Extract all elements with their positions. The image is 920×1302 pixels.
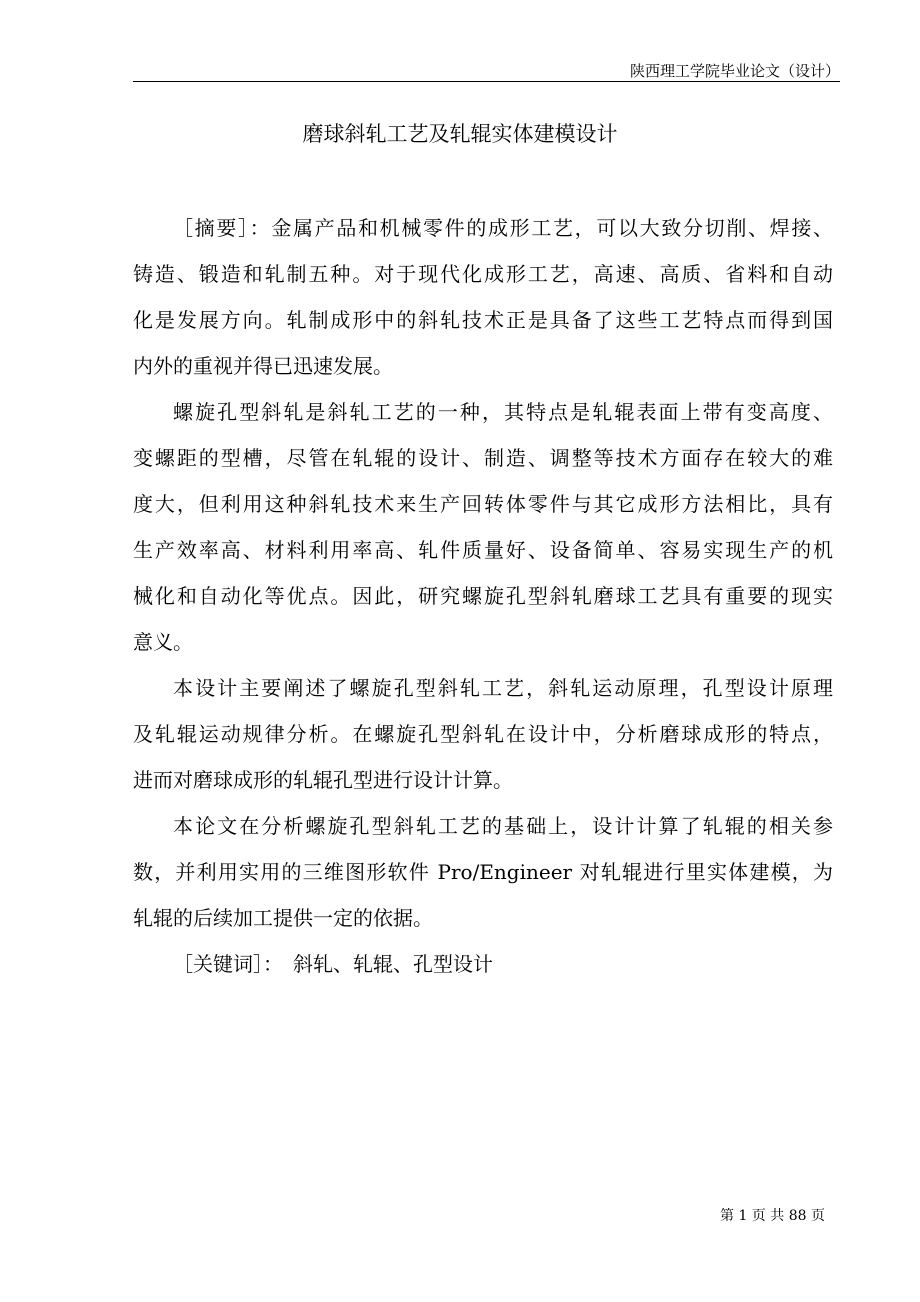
abstract-paragraph-2	[133, 389, 833, 665]
text-line: 本设计主要阐述了螺旋孔型斜轧工艺，斜轧运动原理，孔型设计原理	[173, 676, 833, 700]
abstract-paragraph-3	[133, 665, 833, 803]
text-line: 本论文在分析螺旋孔型斜轧工艺的基础上，设计计算了轧辊的相关参	[173, 814, 833, 838]
text-line: 械化和自动化等优点。因此，研究螺旋孔型斜轧磨球工艺具有重要的现实	[133, 584, 833, 608]
page-number: 第 1 页 共 88 页	[720, 1208, 825, 1224]
text-line: 铸造、锻造和轧制五种。对于现代化成形工艺，高速、高质、省料和自动	[133, 262, 833, 286]
text-line: 度大，但利用这种斜轧技术来生产回转体零件与其它成形方法相比，具有	[133, 492, 833, 516]
text-line: 进而对磨球成形的轧辊孔型进行设计计算。	[133, 768, 513, 792]
text-line: 化是发展方向。轧制成形中的斜轧技术正是具备了这些工艺特点而得到国	[133, 308, 833, 332]
keywords-value: 斜轧、轧辊、孔型设计	[293, 952, 493, 976]
abstract-paragraph-1	[133, 205, 833, 389]
text-line: 及轧辊运动规律分析。在螺旋孔型斜轧在设计中，分析磨球成形的特点，	[133, 722, 833, 746]
document-title: 磨球斜轧工艺及轧辊实体建模设计	[302, 122, 618, 146]
text-line: 意义。	[133, 630, 193, 654]
text-line: 数，并利用实用的三维图形软件 Pro/Engineer 对轧辊进行里实体建模，为	[133, 860, 833, 884]
text-line: 轧辊的后续加工提供一定的依据。	[133, 906, 433, 930]
keywords-label: ［关键词］：	[173, 952, 283, 976]
abstract-paragraph-4	[133, 803, 833, 941]
keywords	[133, 941, 833, 987]
document-body	[133, 205, 833, 987]
text-line: 内外的重视并得已迅速发展。	[133, 354, 393, 378]
header-institution: 陕西理工学院毕业论文（设计）	[629, 62, 840, 80]
text-line: 变螺距的型槽，尽管在轧辊的设计、制造、调整等技术方面存在较大的难	[133, 446, 833, 470]
text-line: ［摘要］：金属产品和机械零件的成形工艺，可以大致分切削、焊接、	[173, 216, 833, 240]
page-header	[133, 62, 840, 82]
text-line: 螺旋孔型斜轧是斜轧工艺的一种，其特点是轧辊表面上带有变高度、	[173, 400, 833, 424]
text-line: 生产效率高、材料利用率高、轧件质量好、设备简单、容易实现生产的机	[133, 538, 833, 562]
